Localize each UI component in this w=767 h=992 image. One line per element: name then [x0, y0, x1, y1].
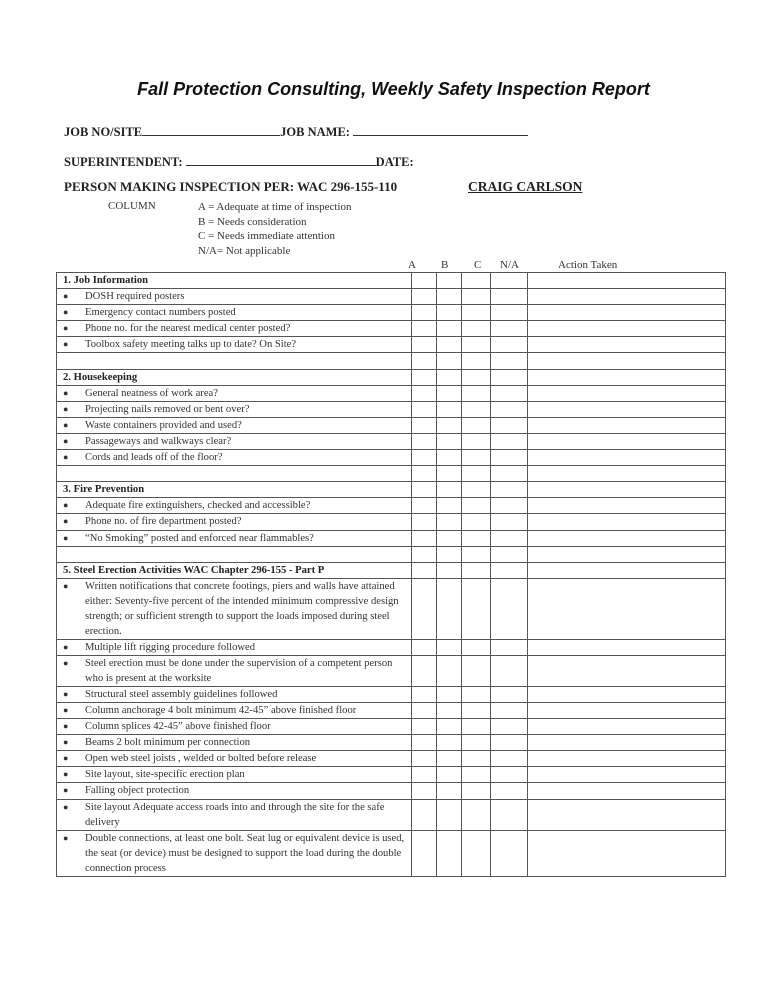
inspection-item — [57, 401, 412, 417]
check-cell[interactable] — [436, 578, 461, 639]
inspection-item — [57, 639, 412, 655]
action-taken-cell[interactable] — [527, 751, 725, 767]
action-taken-cell[interactable] — [527, 466, 725, 482]
table-row — [57, 289, 726, 305]
inspector-name: CRAIG CARLSON — [468, 179, 583, 194]
action-taken-cell[interactable] — [527, 433, 725, 449]
check-cell[interactable] — [461, 686, 490, 702]
check-cell[interactable] — [461, 655, 490, 686]
check-cell[interactable] — [490, 751, 527, 767]
check-cell[interactable] — [490, 289, 527, 305]
inspection-item — [57, 305, 412, 321]
item-text: Double connections, at least one bolt. Seat lug or equivalent device is used, the seat (or device) must be designed to support the load during the double connection process — [85, 832, 405, 874]
inspection-item — [57, 417, 412, 433]
check-cell[interactable] — [436, 450, 461, 466]
check-cell[interactable] — [461, 639, 490, 655]
inspection-item — [57, 655, 412, 686]
table-row — [57, 686, 726, 702]
inspection-item — [57, 719, 412, 735]
section-title: 2. Housekeeping — [57, 369, 412, 385]
inspection-person-label: PERSON MAKING INSPECTION PER: WAC 296-155-110 — [64, 179, 398, 194]
action-taken-cell[interactable] — [527, 686, 725, 702]
check-cell[interactable] — [411, 562, 436, 578]
check-cell[interactable] — [461, 466, 490, 482]
check-cell[interactable] — [490, 369, 527, 385]
check-cell[interactable] — [490, 546, 527, 562]
table-row — [57, 401, 726, 417]
bullet-icon: ● — [63, 769, 69, 780]
bullet-icon: ● — [63, 339, 69, 350]
check-cell[interactable] — [411, 466, 436, 482]
check-cell[interactable] — [436, 321, 461, 337]
inspection-item — [57, 735, 412, 751]
check-cell[interactable] — [490, 799, 527, 830]
section-header-row — [57, 273, 726, 289]
bullet-icon: ● — [63, 500, 69, 511]
table-row — [57, 514, 726, 530]
check-cell[interactable] — [436, 719, 461, 735]
check-cell[interactable] — [490, 514, 527, 530]
table-row — [57, 735, 726, 751]
table-row — [57, 385, 726, 401]
inspection-item — [57, 385, 412, 401]
check-cell[interactable] — [411, 783, 436, 799]
action-taken-cell[interactable] — [527, 498, 725, 514]
check-cell[interactable] — [411, 417, 436, 433]
check-cell[interactable] — [411, 639, 436, 655]
action-taken-cell[interactable] — [527, 385, 725, 401]
check-cell[interactable] — [436, 417, 461, 433]
bullet-icon: ● — [63, 387, 69, 398]
check-cell[interactable] — [461, 401, 490, 417]
check-cell[interactable] — [411, 767, 436, 783]
item-text: Structural steel assembly guidelines followed — [85, 688, 278, 700]
table-row — [57, 767, 726, 783]
check-cell[interactable] — [490, 321, 527, 337]
inspection-item — [57, 289, 412, 305]
check-cell[interactable] — [461, 417, 490, 433]
check-cell[interactable] — [461, 751, 490, 767]
item-text: Steel erection must be done under the supervision of a competent person who is present at the worksite — [85, 657, 393, 684]
item-text: Column anchorage 4 bolt minimum 42-45” above finished floor — [85, 704, 357, 716]
table-row — [57, 655, 726, 686]
table-row — [57, 530, 726, 546]
table-row — [57, 830, 726, 876]
table-row — [57, 639, 726, 655]
check-cell[interactable] — [436, 305, 461, 321]
action-taken-cell[interactable] — [527, 530, 725, 546]
check-cell[interactable] — [411, 369, 436, 385]
check-cell[interactable] — [461, 433, 490, 449]
action-taken-cell[interactable] — [527, 655, 725, 686]
bullet-icon: ● — [63, 403, 69, 414]
bullet-icon: ● — [63, 580, 69, 591]
check-cell[interactable] — [436, 385, 461, 401]
check-cell[interactable] — [436, 369, 461, 385]
section-header-row — [57, 562, 726, 578]
check-cell[interactable] — [411, 289, 436, 305]
item-text: Adequate fire extinguishers, checked and accessible? — [85, 500, 311, 512]
superintendent-line — [64, 154, 414, 170]
bullet-icon: ● — [63, 291, 69, 302]
check-cell[interactable] — [490, 482, 527, 498]
section-title: 3. Fire Prevention — [57, 482, 412, 498]
inspection-item — [57, 337, 412, 353]
action-taken-cell[interactable] — [527, 321, 725, 337]
item-text: Phone no. for the nearest medical center posted? — [85, 323, 291, 335]
item-text: Cords and leads off of the floor? — [85, 452, 223, 464]
action-taken-cell[interactable] — [527, 305, 725, 321]
check-cell[interactable] — [490, 433, 527, 449]
check-cell[interactable] — [436, 562, 461, 578]
check-cell[interactable] — [411, 273, 436, 289]
check-cell[interactable] — [461, 482, 490, 498]
check-cell[interactable] — [411, 337, 436, 353]
check-cell[interactable] — [461, 289, 490, 305]
col-header-a: A — [408, 259, 416, 271]
item-text: Column splices 42-45” above finished floor — [85, 721, 271, 733]
check-cell[interactable] — [411, 482, 436, 498]
bullet-icon: ● — [63, 721, 69, 732]
bullet-icon: ● — [63, 688, 69, 699]
table-row — [57, 702, 726, 718]
job-no-field[interactable] — [142, 124, 280, 136]
check-cell[interactable] — [411, 385, 436, 401]
table-row — [57, 799, 726, 830]
action-taken-cell[interactable] — [527, 482, 725, 498]
check-cell[interactable] — [411, 530, 436, 546]
spacer-cell — [57, 546, 412, 562]
bullet-icon: ● — [63, 785, 69, 796]
check-cell[interactable] — [490, 578, 527, 639]
check-cell[interactable] — [490, 466, 527, 482]
check-cell[interactable] — [436, 783, 461, 799]
check-cell[interactable] — [411, 655, 436, 686]
check-cell[interactable] — [436, 799, 461, 830]
bullet-icon: ● — [63, 419, 69, 430]
check-cell[interactable] — [461, 783, 490, 799]
check-cell[interactable] — [461, 337, 490, 353]
action-taken-cell[interactable] — [527, 289, 725, 305]
inspection-item — [57, 321, 412, 337]
check-cell[interactable] — [461, 385, 490, 401]
check-cell[interactable] — [490, 719, 527, 735]
check-cell[interactable] — [461, 830, 490, 876]
check-cell[interactable] — [436, 655, 461, 686]
check-cell[interactable] — [436, 686, 461, 702]
check-cell[interactable] — [490, 450, 527, 466]
job-line — [64, 124, 528, 140]
inspection-item — [57, 767, 412, 783]
bullet-icon: ● — [63, 307, 69, 318]
table-row — [57, 305, 726, 321]
col-header-b: B — [441, 259, 449, 271]
check-cell[interactable] — [411, 321, 436, 337]
report-title: Fall Protection Consulting, Weekly Safety Inspection Report — [137, 79, 650, 99]
check-cell[interactable] — [490, 562, 527, 578]
check-cell[interactable] — [436, 498, 461, 514]
check-cell[interactable] — [411, 751, 436, 767]
table-row — [57, 321, 726, 337]
action-taken-cell[interactable] — [527, 273, 725, 289]
item-text: DOSH required posters — [85, 291, 185, 303]
check-cell[interactable] — [490, 273, 527, 289]
check-cell[interactable] — [461, 305, 490, 321]
check-cell[interactable] — [461, 498, 490, 514]
check-cell[interactable] — [436, 353, 461, 369]
job-no-label: JOB NO/SITE — [64, 125, 143, 139]
item-text: General neatness of work area? — [85, 387, 218, 399]
check-cell[interactable] — [490, 686, 527, 702]
check-cell[interactable] — [490, 305, 527, 321]
action-taken-cell[interactable] — [527, 353, 725, 369]
check-cell[interactable] — [436, 530, 461, 546]
item-text: “No Smoking” posted and enforced near flammables? — [85, 532, 314, 544]
check-cell[interactable] — [490, 639, 527, 655]
job-name-label: JOB NAME: — [280, 125, 350, 139]
check-cell[interactable] — [411, 498, 436, 514]
inspection-table — [56, 272, 726, 877]
inspection-item — [57, 830, 412, 876]
action-taken-cell[interactable] — [527, 546, 725, 562]
check-cell[interactable] — [436, 767, 461, 783]
inspection-item — [57, 751, 412, 767]
item-text: Written notifications that concrete footings, piers and walls have attained either: Seventy-five percent of the intended minimum compressive design strength; or sufficient strength to support the loads imposed during steel erection. — [85, 580, 399, 637]
check-cell[interactable] — [461, 767, 490, 783]
table-row — [57, 751, 726, 767]
section-header-row — [57, 482, 726, 498]
action-taken-cell[interactable] — [527, 639, 725, 655]
check-cell[interactable] — [490, 417, 527, 433]
spacer-cell — [57, 466, 412, 482]
action-taken-cell[interactable] — [527, 767, 725, 783]
column-label: COLUMN — [108, 200, 156, 212]
check-cell[interactable] — [411, 799, 436, 830]
check-cell[interactable] — [461, 735, 490, 751]
col-header-c: C — [474, 259, 482, 271]
check-cell[interactable] — [461, 799, 490, 830]
action-taken-cell[interactable] — [527, 401, 725, 417]
section-title: 1. Job Information — [57, 273, 412, 289]
check-cell[interactable] — [436, 289, 461, 305]
bullet-icon: ● — [63, 435, 69, 446]
check-cell[interactable] — [490, 385, 527, 401]
inspection-item — [57, 433, 412, 449]
job-name-field[interactable] — [353, 124, 528, 136]
action-taken-cell[interactable] — [527, 514, 725, 530]
check-cell[interactable] — [411, 546, 436, 562]
action-taken-cell[interactable] — [527, 783, 725, 799]
check-cell[interactable] — [461, 546, 490, 562]
table-row — [57, 578, 726, 639]
inspection-item — [57, 514, 412, 530]
check-cell[interactable] — [411, 433, 436, 449]
section-header-row — [57, 369, 726, 385]
action-taken-cell[interactable] — [527, 830, 725, 876]
spacer-row — [57, 546, 726, 562]
spacer-row — [57, 466, 726, 482]
inspection-item — [57, 578, 412, 639]
action-taken-cell[interactable] — [527, 369, 725, 385]
bullet-icon: ● — [63, 737, 69, 748]
legend-item: A = Adequate at time of inspection — [198, 201, 352, 213]
check-cell[interactable] — [411, 830, 436, 876]
item-text: Phone no. of fire department posted? — [85, 516, 242, 528]
table-row — [57, 450, 726, 466]
action-taken-cell[interactable] — [527, 702, 725, 718]
check-cell[interactable] — [490, 702, 527, 718]
legend-item: B = Needs consideration — [198, 215, 307, 228]
check-cell[interactable] — [490, 337, 527, 353]
item-text: Open web steel joists , welded or bolted before release — [85, 753, 317, 765]
inspection-item — [57, 702, 412, 718]
check-cell[interactable] — [461, 578, 490, 639]
bullet-icon: ● — [63, 641, 69, 652]
spacer-cell — [57, 353, 412, 369]
check-cell[interactable] — [436, 337, 461, 353]
check-cell[interactable] — [461, 702, 490, 718]
check-cell[interactable] — [436, 433, 461, 449]
action-taken-cell[interactable] — [527, 337, 725, 353]
legend — [198, 200, 351, 258]
check-cell[interactable] — [436, 546, 461, 562]
col-header-action: Action Taken — [558, 259, 618, 271]
check-cell[interactable] — [461, 321, 490, 337]
inspection-item — [57, 530, 412, 546]
check-cell[interactable] — [461, 450, 490, 466]
action-taken-cell[interactable] — [527, 799, 725, 830]
check-cell[interactable] — [411, 401, 436, 417]
table-row — [57, 417, 726, 433]
item-text: Multiple lift rigging procedure followed — [85, 641, 256, 653]
check-cell[interactable] — [411, 305, 436, 321]
bullet-icon: ● — [63, 801, 69, 812]
check-cell[interactable] — [461, 562, 490, 578]
legend-item: C = Needs immediate attention — [198, 230, 335, 242]
item-text: Beams 2 bolt minimum per connection — [85, 737, 251, 749]
bullet-icon: ● — [63, 704, 69, 715]
check-cell[interactable] — [490, 401, 527, 417]
inspection-item — [57, 783, 412, 799]
date-label: DATE: — [375, 155, 414, 169]
bullet-icon: ● — [63, 532, 69, 543]
inspection-item — [57, 498, 412, 514]
check-cell[interactable] — [461, 530, 490, 546]
action-taken-cell[interactable] — [527, 578, 725, 639]
check-cell[interactable] — [461, 719, 490, 735]
bullet-icon: ● — [63, 657, 69, 668]
bullet-icon: ● — [63, 516, 69, 527]
bullet-icon: ● — [63, 452, 69, 463]
check-cell[interactable] — [436, 639, 461, 655]
check-cell[interactable] — [490, 530, 527, 546]
inspection-item — [57, 686, 412, 702]
table-row — [57, 337, 726, 353]
bullet-icon: ● — [63, 323, 69, 334]
check-cell[interactable] — [490, 767, 527, 783]
check-cell[interactable] — [436, 751, 461, 767]
check-cell[interactable] — [490, 498, 527, 514]
action-taken-cell[interactable] — [527, 417, 725, 433]
item-text: Toolbox safety meeting talks up to date? On Site? — [85, 339, 297, 351]
section-title: 5. Steel Erection Activities WAC Chapter 296-155 - Part P — [57, 562, 412, 578]
action-taken-cell[interactable] — [527, 562, 725, 578]
check-cell[interactable] — [436, 273, 461, 289]
item-text: Passageways and walkways clear? — [85, 435, 232, 447]
check-cell[interactable] — [461, 514, 490, 530]
check-cell[interactable] — [436, 401, 461, 417]
check-cell[interactable] — [436, 735, 461, 751]
bullet-icon: ● — [63, 832, 69, 843]
action-taken-cell[interactable] — [527, 735, 725, 751]
legend-item: N/A= Not applicable — [198, 244, 291, 257]
check-cell[interactable] — [411, 686, 436, 702]
check-cell[interactable] — [461, 369, 490, 385]
item-text: Waste containers provided and used? — [85, 419, 242, 431]
col-header-na: N/A — [500, 259, 519, 271]
check-cell[interactable] — [490, 655, 527, 686]
check-cell[interactable] — [461, 353, 490, 369]
action-taken-cell[interactable] — [527, 719, 725, 735]
superintendent-label: SUPERINTENDENT: — [64, 155, 183, 169]
table-row — [57, 783, 726, 799]
inspection-item — [57, 799, 412, 830]
check-cell[interactable] — [411, 353, 436, 369]
item-text: Falling object protection — [85, 785, 190, 797]
item-text: Emergency contact numbers posted — [85, 307, 236, 319]
check-cell[interactable] — [436, 482, 461, 498]
bullet-icon: ● — [63, 753, 69, 764]
check-cell[interactable] — [411, 735, 436, 751]
check-cell[interactable] — [490, 783, 527, 799]
table-row — [57, 719, 726, 735]
check-cell[interactable] — [411, 719, 436, 735]
inspection-item — [57, 450, 412, 466]
check-cell[interactable] — [436, 830, 461, 876]
check-cell[interactable] — [436, 514, 461, 530]
check-cell[interactable] — [490, 830, 527, 876]
check-cell[interactable] — [411, 702, 436, 718]
item-text: Site layout Adequate access roads into and through the site for the safe delivery — [85, 801, 385, 828]
check-cell[interactable] — [411, 450, 436, 466]
item-text: Projecting nails removed or bent over? — [85, 403, 250, 415]
table-row — [57, 433, 726, 449]
check-cell[interactable] — [490, 353, 527, 369]
check-cell[interactable] — [490, 735, 527, 751]
check-cell[interactable] — [461, 273, 490, 289]
check-cell[interactable] — [411, 514, 436, 530]
spacer-row — [57, 353, 726, 369]
check-cell[interactable] — [411, 578, 436, 639]
check-cell[interactable] — [436, 702, 461, 718]
table-row — [57, 498, 726, 514]
action-taken-cell[interactable] — [527, 450, 725, 466]
superintendent-field[interactable] — [186, 154, 376, 166]
check-cell[interactable] — [436, 466, 461, 482]
item-text: Site layout, site-specific erection plan — [85, 769, 245, 781]
